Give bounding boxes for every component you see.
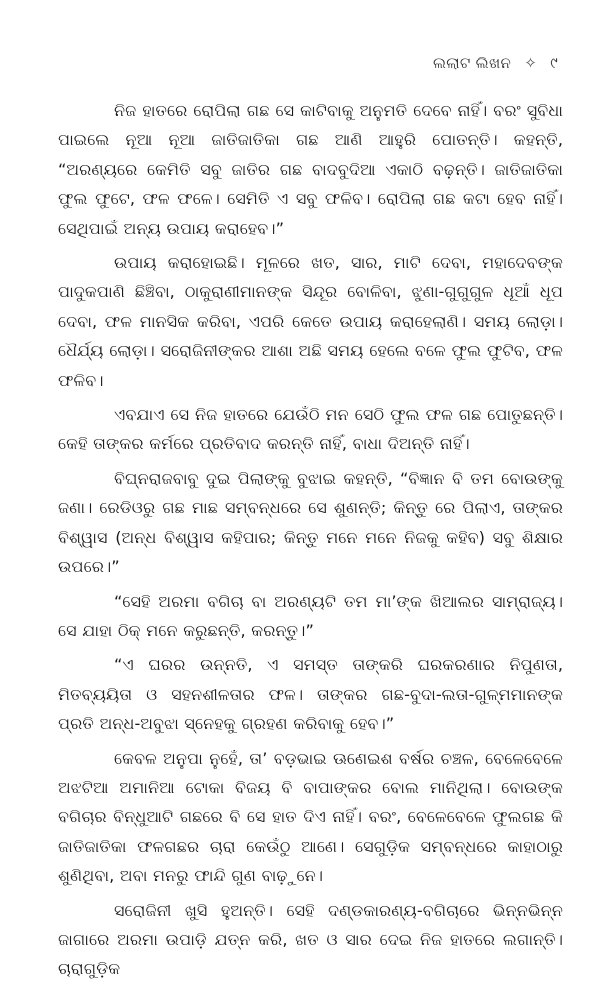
book-title: ଲଲାଟ ଲିଖନ [432,54,512,72]
ornament-separator: ✧ [524,54,538,72]
running-header [433,54,558,72]
paragraph: ବିଘ୍ନରାଜବାବୁ ଦୁଇ ପିଲାଙ୍କୁ ବୁଝାଇ କହନ୍ତି, “ବିଜ୍ଞାନ ବି ତମ ବୋଉଙ୍କୁ ଜଣା। ରେଡିଓରୁ ଗଛ ମାଛ ସମ୍ବନ୍ଧରେ ସେ ଶୁଣନ୍ତି; କିନ୍ତୁ ରେ ପିଲାଏ, ତାଙ୍କର ବିଶ୍ୱାସ (ଅନ୍ଧ ବିଶ୍ୱାସ କହିପାର; କିନ୍ତୁ ମନେ ମନେ ନିଜକୁ କହିବ) ସବୁ ଶିକ୍ଷାର ଉପରେ।” [58,468,563,577]
paragraph: ଏବଯାଏ ସେ ନିଜ ହାତରେ ଯେଉଁଠି ମନ ସେଠି ଫୁଲ ଫଳ ଗଛ ପୋତୁଛନ୍ତି। କେହି ତାଙ୍କର କର୍ମରେ ପ୍ରତିବାଦ କରନ୍ତି ନାହିଁ, ବାଧା ଦିଅନ୍ତି ନାହିଁ। [58,405,563,454]
paragraph: “ଏ ଘରର ଉନ୍ନତି, ଏ ସମସ୍ତ ତାଙ୍କରି ଘରକରଣାର ନିପୁଣତା, ମିତବ୍ୟୟିତା ଓ ସହନଶୀଳତାର ଫଳ। ତାଙ୍କର ଗଛ-ବୁଦା-ଲତା-ଗୁଳ୍ମମାନଙ୍କ ପ୍ରତି ଅନ୍ଧ-ଅବୁଝା ସ୍ନେହକୁ ଗ୍ରହଣ କରିବାକୁ ହେବ।” [58,655,563,734]
paragraph: “ସେହି ଅରମା ବଗିଚା ବା ଅରଣ୍ୟଟି ତମ ମା’ଙ୍କ ଖିଆଲର ସାମ୍ରାଜ୍ୟ। ସେ ଯାହା ଠିକ୍ ମନେ କରୁଛନ୍ତି, କରନ୍ତୁ।” [58,591,563,640]
paragraph: ନିଜ ହାତରେ ରୋପିଲା ଗଛ ସେ କାଟିବାକୁ ଅନୁମତି ଦେବେ ନାହିଁ। ବରଂ ସୁବିଧା ପାଇଲେ ନୂଆ ନୂଆ ଜାତିଜାତିକା ଗଛ ଆଣି ଆହୁରି ପୋତନ୍ତି। କହନ୍ତି, “ଅରଣ୍ୟରେ କେମିତି ସବୁ ଜାତିର ଗଛ ବାଦବୁଦିଆ ଏକାଠି ବଢ଼ନ୍ତି। ଜାତିଜାତିକା ଫୁଲ ଫୁଟେ, ଫଳ ଫଳେ। ସେମିତି ଏ ସବୁ ଫଳିବ। ରୋପିଲା ଗଛ କଟା ହେବ ନାହିଁ। ସେଥିପାଇଁ ଅନ୍ୟ ଉପାୟ କରାହେବ।” [58,101,563,238]
body-text [58,96,563,989]
paragraph: ଉପାୟ କରାହୋଇଛି। ମୂଳରେ ଖତ, ସାର, ମାଟି ଦେବା, ମହାଦେବଙ୍କ ପାଦୁକପାଣି ଛିଞ୍ଚିବା, ଠାକୁରାଣୀମାନଙ୍କ ସିନ୍ଦୂର ବୋଳିବା, ଝୁଣା-ଗୁଗୁଗୁଳ ଧୂଆଁ ଧୂପ ଦେବା, ଫଳ ମାନସିକ କରିବା, ଏପରି କେତେ ଉପାୟ କରାହେଲାଣି। ସମୟ ଲୋଡ଼ା। ଧୈର୍ଯ୍ୟ ଲୋଡ଼ା। ସରୋଜିନୀଙ୍କର ଆଶା ଅଛି ସମୟ ହେଲେ ବଳେ ଫୁଲ ଫୁଟିବ, ଫଳ ଫଳିବ। [58,253,563,390]
page-number: ୯ [550,54,558,72]
paragraph: ସରୋଜିନୀ ଖୁସି ହୁଅନ୍ତି। ସେହି ଦଣ୍ଡକାରଣ୍ୟ-ବଗିଚାରେ ଭିନ୍ନଭିନ୍ନ ଜାଗାରେ ଅରମା ଉପାଡ଼ି ଯତ୍ନ କରି, ଖତ ଓ ସାର ଦେଇ ନିଜ ହାତରେ ଲଗାନ୍ତି। ଚାରାଗୁଡ଼ିକ [58,900,563,979]
paragraph: କେବଳ ଅନୁପା ନୁହେଁ, ତା’ ବଡ଼ଭାଇ ଊଣେଇଶ ବର୍ଷର ଚଞ୍ଚଳ, ବେଳେବେଳେ ଅଝଟିଆ ଅମାନିଆ ଟୋକା ବିଜୟ ବି ବାପାଙ୍କର ବୋଲ ମାନିଥିଲା। ବୋଉଙ୍କ ବଗିଚାର ବିନ୍ଧୁଆଟି ଗଛରେ ବି ସେ ହାତ ଦିଏ ନାହିଁ। ବରଂ, ବେଳେବେଳେ ଫୁଲଗଛ କି ଜାତିଜାତିକା ଫଳଗଛର ଚାରା କେଉଁଠୁ ଆଣେ। ସେଗୁଡ଼ିକ ସମ୍ବନ୍ଧରେ କାହାଠାରୁ ଶୁଣିଥିବା, ଅବା ମନରୁ ଫାନ୍ଦି ଗୁଣ ବାଢ଼ୁନେ। [58,748,563,886]
